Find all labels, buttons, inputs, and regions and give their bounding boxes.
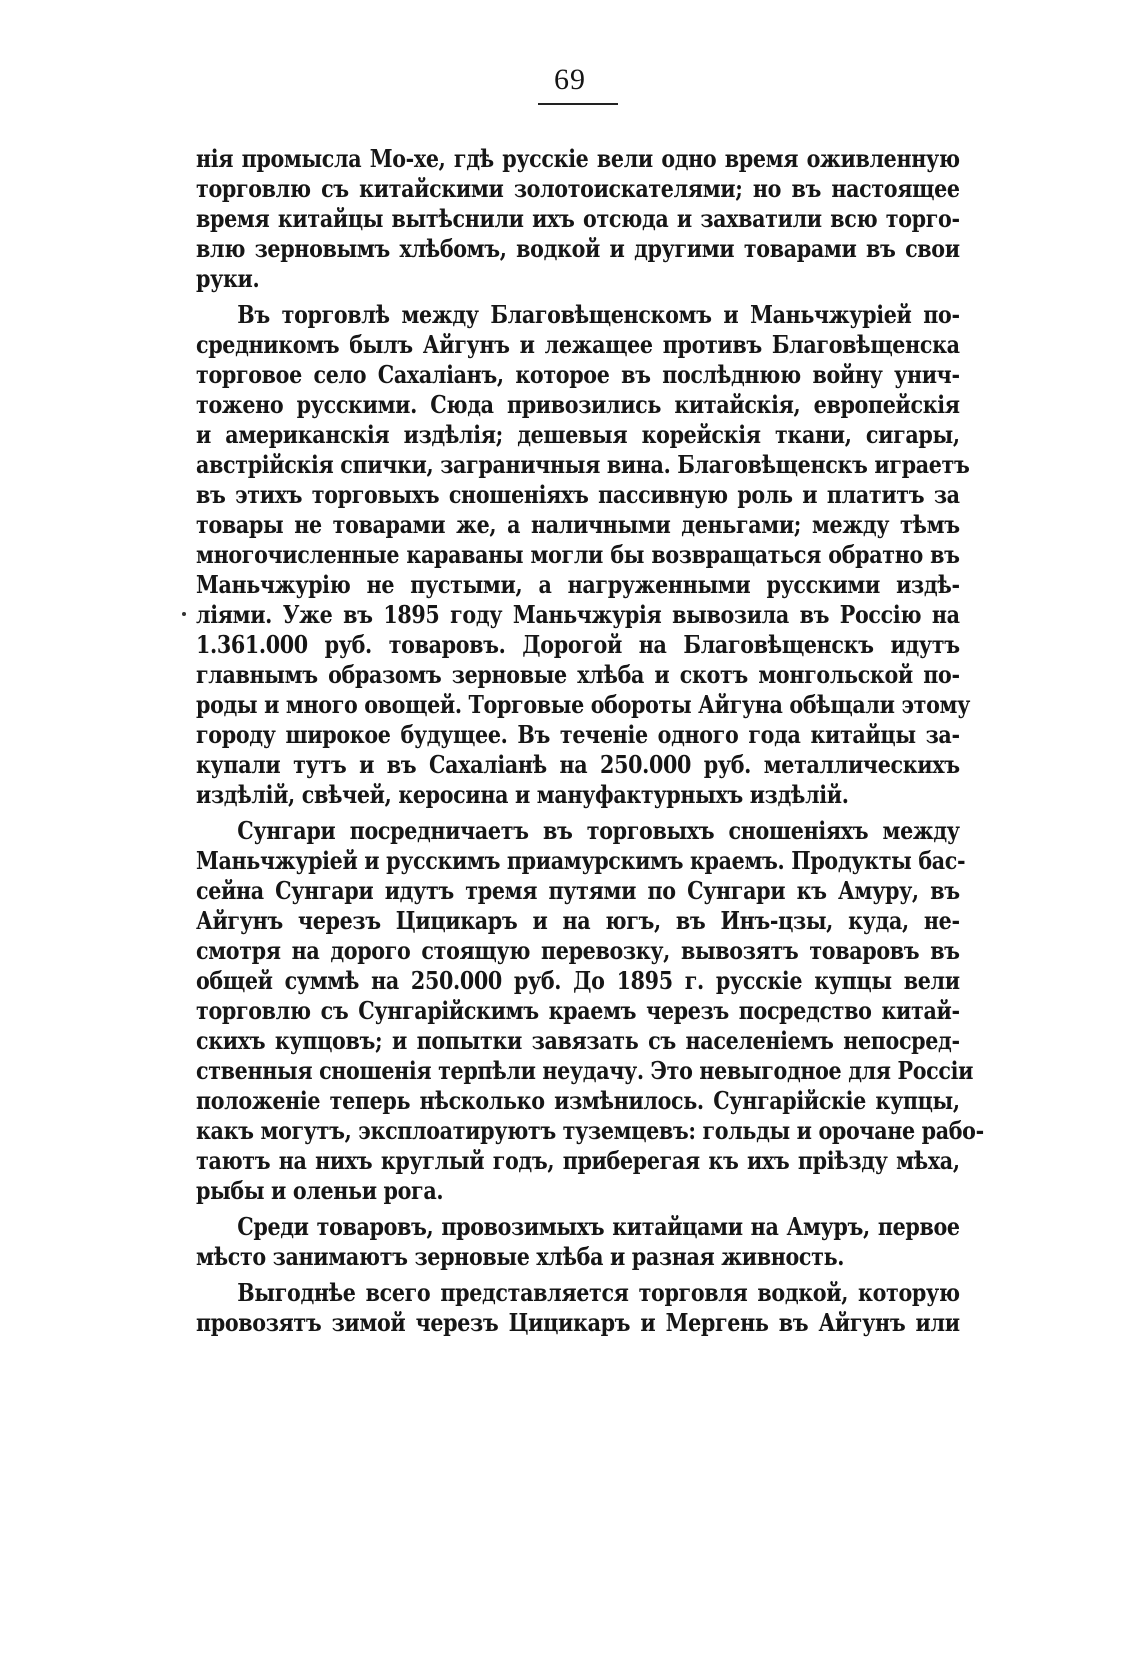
text-line: смотря на дорого стоящую перевозку, вывозятъ товаровъ въ [196,936,960,965]
text-line: и американскія издѣлія; дешевыя корейскія ткани, сигары, [196,420,960,449]
text-line: купали тутъ и въ Сахаліанѣ на 250.000 руб. металлическихъ [196,750,960,779]
text-line: руки. [196,264,260,293]
text-line: торговлю съ Сунгарійскимъ краемъ черезъ посредство китай- [196,996,960,1025]
text-line: таютъ на нихъ круглый годъ, приберегая къ ихъ пріѣзду мѣха, [196,1146,960,1175]
text-line: Маньчжуріей и русскимъ приамурскимъ краемъ. Продукты бас- [196,846,966,875]
text-line: провозятъ зимой черезъ Цицикаръ и Мергень въ Айгунъ или [196,1308,960,1337]
text-line: Сунгари посредничаетъ въ торговыхъ сношеніяхъ между [237,816,960,845]
text-line: торговлю съ китайскими золотоискателями; но въ настоящее [196,174,960,203]
text-line: общей суммѣ на 250.000 руб. До 1895 г. русскіе купцы вели [196,966,960,995]
text-line: время китайцы вытѣснили ихъ отсюда и захватили всю торго- [196,204,960,233]
text-line: торговое село Сахаліанъ, которое въ послѣднюю войну унич- [196,360,960,389]
text-line: издѣлій, свѣчей, керосина и мануфактурныхъ издѣлій. [196,780,849,809]
text-line: нія промысла Мо-хе, гдѣ русскіе вели одно время оживленную [196,144,960,173]
text-line: 1.361.000 руб. товаровъ. Дорогой на Благовѣщенскъ идутъ [196,630,960,659]
text-line: городу широкое будущее. Въ теченіе одного года китайцы за- [196,720,960,749]
text-line: тожено русскими. Сюда привозились китайскія, европейскія [196,390,960,419]
text-line: Въ торговлѣ между Благовѣщенскомъ и Маньчжуріей по- [237,300,960,329]
text-line: Выгоднѣе всего представляется торговля водкой, которую [237,1278,960,1307]
text-line: товары не товарами же, а наличными деньгами; между тѣмъ [196,510,960,539]
text-line: Айгунъ черезъ Цицикаръ и на югъ, въ Инъ-цзы, куда, не- [196,906,960,935]
text-line: ліями. Уже въ 1895 году Маньчжурія вывозила въ Россію на [196,600,960,629]
page-number-rule [538,103,618,105]
text-line: Среди товаровъ, провозимыхъ китайцами на Амуръ, первое [237,1212,960,1241]
text-line: въ этихъ торговыхъ сношеніяхъ пассивную роль и платитъ за [196,480,960,509]
margin-mark [182,612,186,616]
text-line: австрійскія спички, заграничныя вина. Благовѣщенскъ играетъ [196,450,970,479]
text-line: сейна Сунгари идутъ тремя путями по Сунгари къ Амуру, въ [196,876,960,905]
body-text [196,144,984,1338]
text-line: роды и много овощей. Торговые обороты Айгуна обѣщали этому [196,690,970,719]
text-line: положеніе теперь нѣсколько измѣнилось. Сунгарійскіе купцы, [196,1086,960,1115]
page-number: 69 [554,63,586,96]
text-line: многочисленные караваны могли бы возвращаться обратно въ [196,540,960,569]
text-line: средникомъ былъ Айгунъ и лежащее противъ Благовѣщенска [196,330,960,359]
text-line: скихъ купцовъ; и попытки завязать съ населеніемъ непосред- [196,1026,960,1055]
text-line: какъ могутъ, эксплоатируютъ туземцевъ: гольды и орочане рабо- [196,1116,984,1145]
text-line: мѣсто занимаютъ зерновые хлѣба и разная живность. [196,1242,845,1271]
text-line: рыбы и оленьи рога. [196,1176,444,1205]
text-line: главнымъ образомъ зерновые хлѣба и скотъ монгольской по- [196,660,960,689]
text-line: Маньчжурію не пустыми, а нагруженными русскими издѣ- [196,570,960,599]
text-line: ственныя сношенія терпѣли неудачу. Это невыгодное для Россіи [196,1056,974,1085]
text-line: влю зерновымъ хлѣбомъ, водкой и другими товарами въ свои [196,234,960,263]
